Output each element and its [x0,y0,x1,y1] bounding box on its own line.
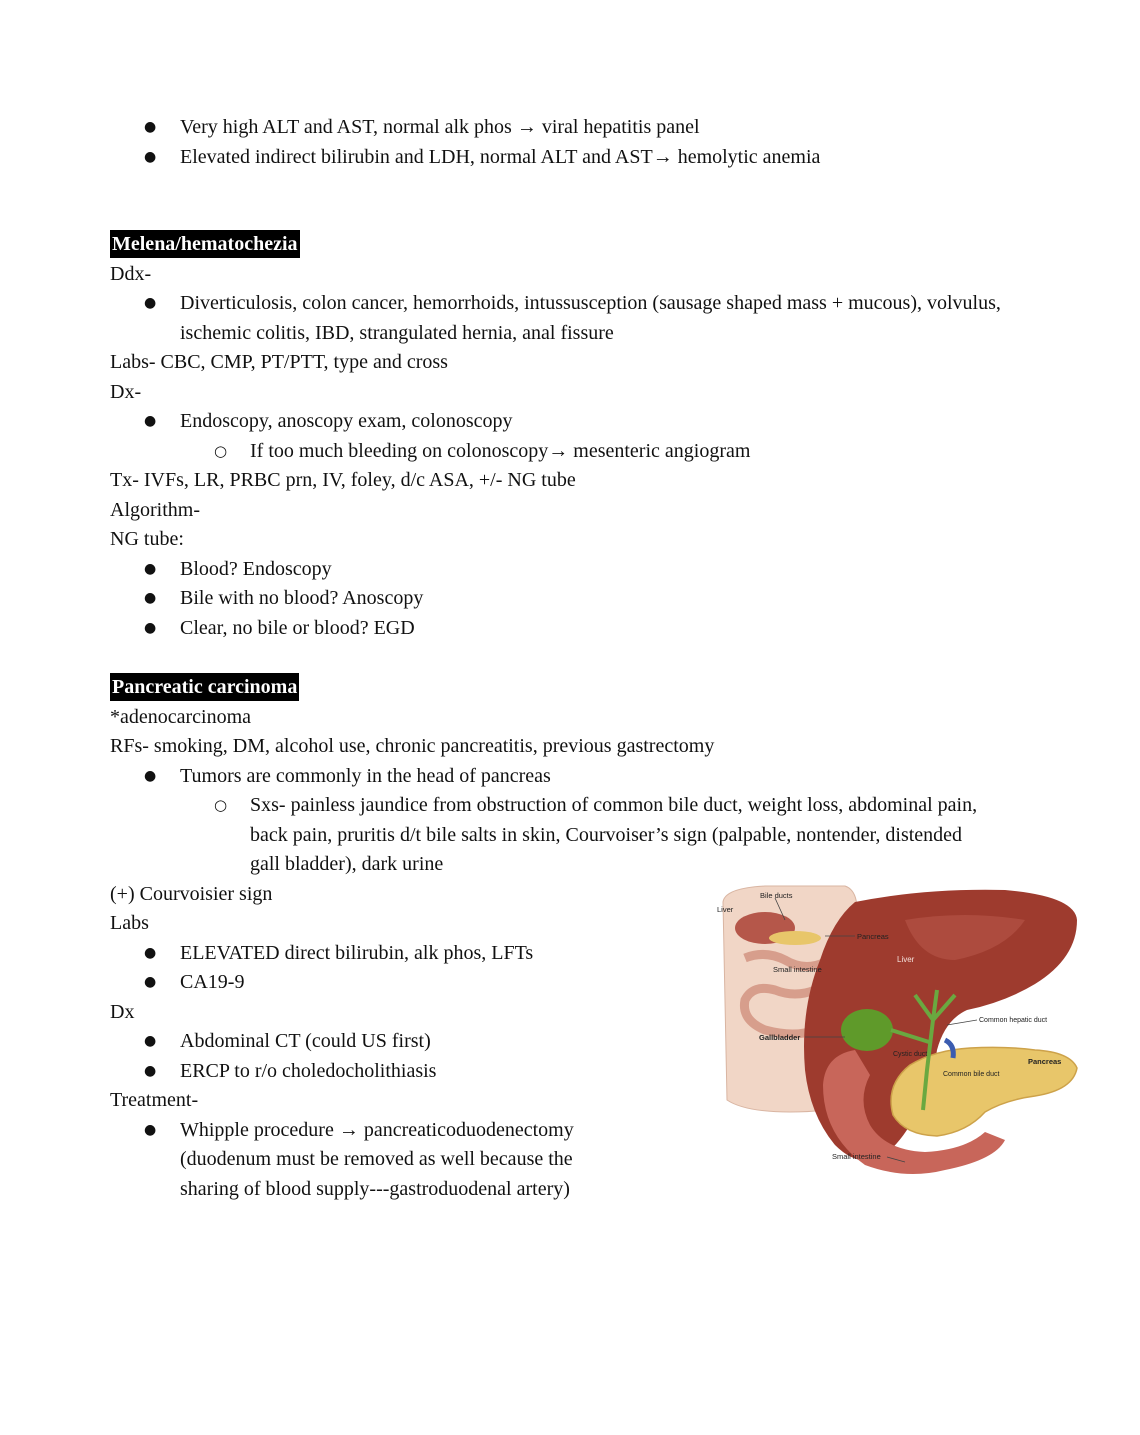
dx-bullet-2: ● ERCP to r/o choledocholithiasis [110,1057,1010,1087]
dx-bullet-1: ● Abdominal CT (could US first) [110,1027,1010,1057]
dx-sub-bullet: ○ If too much bleeding on colonoscopy→ mesenteric angiogram [110,437,1010,467]
label-liver: Liver [897,955,915,964]
ng-bullet-1: ● Blood? Endoscopy [110,555,1010,585]
sxs-sub-bullet: ○ Sxs- painless jaundice from obstruction of common bile duct, weight loss, abdominal pain, back pain, pruritis d/t bile salts in skin, Courvoiser’s sign (palpable, nontender, distended gall bladder), dark urine [110,791,990,880]
label-common-bile-duct: Common bile duct [943,1071,1000,1078]
label-pancreas: Pancreas [1028,1057,1062,1066]
tx-line: Tx- IVFs, LR, PRBC prn, IV, foley, d/c ASA, +/- NG tube [110,469,576,491]
section-heading-pancreatic: Pancreatic carcinoma [110,673,299,701]
rfs-line: RFs- smoking, DM, alcohol use, chronic pancreatitis, previous gastrectomy [110,735,715,757]
courvoisier-line: (+) Courvoisier sign [110,882,273,905]
ddx-bullet: ● Diverticulosis, colon cancer, hemorrhoids, intussusception (sausage shaped mass + mucous), volvulus, ischemic colitis, IBD, strangulated hernia, anal fissure [110,289,1010,348]
dx-label-pancreatic: Dx [110,1000,135,1023]
labs-label: Labs [110,912,149,934]
type-note: *adenocarcinoma [110,705,252,728]
treatment-label: Treatment- [110,1089,199,1111]
treatment-bullet: ● Whipple procedure → pancreaticoduodenectomy (duodenum must be removed as well because the sharing of blood supply---gastroduodenal artery) [110,1116,610,1205]
section-heading-melena: Melena/hematochezia [110,230,300,258]
label-bile-ducts: Bile ducts [760,891,793,900]
algorithm-label: Algorithm- [110,498,200,521]
ng-bullet-2: ● Bile with no blood? Anoscopy [110,584,1010,614]
label-gallbladder: Gallbladder [759,1033,801,1042]
labs-bullet-1: ● ELEVATED direct bilirubin, alk phos, LFTs [110,939,1010,969]
pancreas-anatomy-illustration [705,880,1085,1185]
label-pancreas-small: Pancreas [857,932,889,941]
ng-bullet-3: ● Clear, no bile or blood? EGD [110,614,1010,644]
label-small-intestine: Small intestine [832,1152,881,1161]
dx-bullet: ● Endoscopy, anoscopy exam, colonoscopy [110,407,1010,437]
label-liver-small: Liver [717,905,734,914]
intro-bullet-2: ● Elevated indirect bilirubin and LDH, normal ALT and AST→ hemolytic anemia [110,143,1010,173]
ddx-label: Ddx- [110,262,152,285]
labs-bullet-2: ● CA19-9 [110,968,1010,998]
gallbladder-shape [841,1009,893,1051]
label-cystic-duct: Cystic duct [893,1051,928,1058]
labs-line: Labs- CBC, CMP, PT/PTT, type and cross [110,351,448,373]
tumor-bullet: ● Tumors are commonly in the head of pancreas [110,762,1010,792]
dx-label: Dx- [110,380,142,403]
intro-bullet-1: ● Very high ALT and AST, normal alk phos → viral hepatitis panel [110,113,1010,143]
label-small-intestine-small: Small intestine [773,965,822,974]
ng-tube-label: NG tube: [110,528,184,550]
inset-pancreas [769,931,821,945]
label-common-hepatic-duct: Common hepatic duct [979,1017,1048,1024]
